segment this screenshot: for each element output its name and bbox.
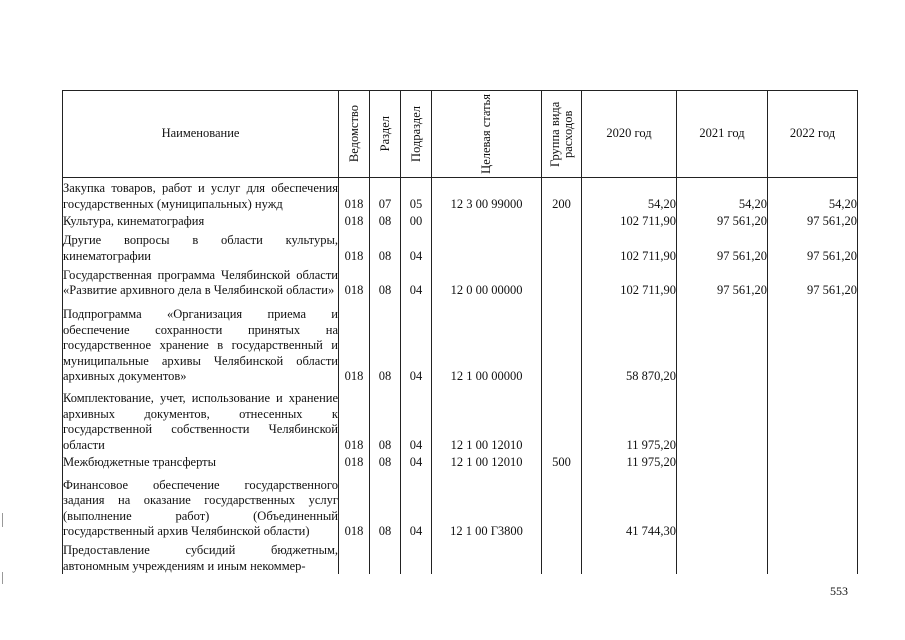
- row-razdel: 08: [370, 385, 401, 454]
- row-2021: 54,20: [677, 178, 768, 213]
- row-name: Межбюджетные трансферты: [63, 453, 339, 470]
- row-2020: 102 711,90: [582, 230, 677, 264]
- row-2020: 58 870,20: [582, 299, 677, 385]
- row-name: Другие вопросы в области культуры, кинематографии: [63, 230, 339, 264]
- scan-mark: [2, 513, 3, 527]
- row-2021: 97 561,20: [677, 230, 768, 264]
- row-razdel: 07: [370, 178, 401, 213]
- table-row: [63, 471, 858, 540]
- row-podrazdel: 04: [401, 385, 432, 454]
- row-razdel: [370, 540, 401, 574]
- row-2021: [677, 385, 768, 454]
- row-2020: 11 975,20: [582, 385, 677, 454]
- row-vr: 500: [542, 453, 582, 470]
- row-2021: [677, 299, 768, 385]
- row-name: Предоставление субсидий бюджетным, автономным учреждениям и иным некоммер-: [63, 540, 339, 574]
- row-2020: 41 744,30: [582, 471, 677, 540]
- budget-table: [62, 90, 858, 574]
- row-2022: [768, 471, 858, 540]
- row-2020: 102 711,90: [582, 264, 677, 298]
- row-vr: [542, 230, 582, 264]
- row-2022: 54,20: [768, 178, 858, 213]
- row-podrazdel: [401, 540, 432, 574]
- row-2022: 97 561,20: [768, 264, 858, 298]
- row-2021: 97 561,20: [677, 264, 768, 298]
- table-row: [63, 264, 858, 298]
- row-vedomstvo: [339, 540, 370, 574]
- row-podrazdel: 04: [401, 299, 432, 385]
- page-number: 553: [830, 584, 848, 598]
- row-vedomstvo: 018: [339, 453, 370, 470]
- row-2020: 54,20: [582, 178, 677, 213]
- row-vedomstvo: 018: [339, 178, 370, 213]
- row-vr: [542, 471, 582, 540]
- row-2022: [768, 299, 858, 385]
- row-name: Государственная программа Челябинской области «Развитие архивного дела в Челябинской области»: [63, 264, 339, 298]
- row-2022: [768, 385, 858, 454]
- row-2020: 102 711,90: [582, 212, 677, 229]
- row-podrazdel: 04: [401, 471, 432, 540]
- table-row: [63, 230, 858, 264]
- row-tselevaya: [432, 230, 542, 264]
- header-tselevaya-statya: Целевая статья: [479, 94, 493, 174]
- row-vr: [542, 299, 582, 385]
- row-name: Подпрограмма «Организация приема и обеспечение сохранности принятых на государственное хранение в государственный и муниципальные архивы Челябинской области архивных документов»: [63, 299, 339, 385]
- row-2022: [768, 453, 858, 470]
- row-podrazdel: 05: [401, 178, 432, 213]
- row-podrazdel: 00: [401, 212, 432, 229]
- row-vedomstvo: 018: [339, 385, 370, 454]
- row-name: Финансовое обеспечение государственного задания на оказание государственных услуг (выполнение работ) (Объединенный государственный архив Челябинской области): [63, 471, 339, 540]
- scan-mark: [2, 572, 3, 584]
- row-tselevaya: 12 1 00 Г3800: [432, 471, 542, 540]
- row-2021: [677, 471, 768, 540]
- header-podrazdel: Подраздел: [408, 106, 423, 162]
- header-2020: 2020 год: [582, 91, 677, 178]
- row-razdel: 08: [370, 212, 401, 229]
- row-tselevaya: [432, 540, 542, 574]
- row-tselevaya: [432, 212, 542, 229]
- row-name: Комплектование, учет, использование и хранение архивных документов, отнесенных к государственной собственности Челябинской области: [63, 385, 339, 454]
- row-podrazdel: 04: [401, 230, 432, 264]
- row-tselevaya: 12 1 00 12010: [432, 385, 542, 454]
- row-2022: [768, 540, 858, 574]
- table-row: [63, 385, 858, 454]
- row-vr: [542, 212, 582, 229]
- row-razdel: 08: [370, 264, 401, 298]
- header-name: Наименование: [63, 91, 339, 178]
- row-2021: [677, 453, 768, 470]
- row-razdel: 08: [370, 299, 401, 385]
- table-row: [63, 212, 858, 229]
- header-2022: 2022 год: [768, 91, 858, 178]
- row-vr: 200: [542, 178, 582, 213]
- row-2021: 97 561,20: [677, 212, 768, 229]
- row-vedomstvo: 018: [339, 471, 370, 540]
- header-2021: 2021 год: [677, 91, 768, 178]
- row-razdel: 08: [370, 230, 401, 264]
- row-vr: [542, 264, 582, 298]
- table-row: [63, 178, 858, 213]
- header-razdel: Раздел: [377, 116, 392, 152]
- row-vedomstvo: 018: [339, 230, 370, 264]
- row-vr: [542, 540, 582, 574]
- row-tselevaya: 12 0 00 00000: [432, 264, 542, 298]
- table-row: [63, 453, 858, 470]
- row-name: Культура, кинематография: [63, 212, 339, 229]
- table-row: [63, 299, 858, 385]
- row-2021: [677, 540, 768, 574]
- row-razdel: 08: [370, 453, 401, 470]
- row-vedomstvo: 018: [339, 299, 370, 385]
- row-2022: 97 561,20: [768, 212, 858, 229]
- row-tselevaya: 12 1 00 00000: [432, 299, 542, 385]
- row-2020: [582, 540, 677, 574]
- header-gruppa-vida-raskhodov: Группа вида расходов: [547, 101, 575, 167]
- row-podrazdel: 04: [401, 453, 432, 470]
- row-vr: [542, 385, 582, 454]
- row-tselevaya: 12 1 00 12010: [432, 453, 542, 470]
- table-header: [63, 91, 858, 178]
- row-tselevaya: 12 3 00 99000: [432, 178, 542, 213]
- header-vedomstvo: Ведомство: [346, 105, 361, 163]
- row-name: Закупка товаров, работ и услуг для обеспечения государственных (муниципальных) нужд: [63, 178, 339, 213]
- row-razdel: 08: [370, 471, 401, 540]
- table-row: [63, 540, 858, 574]
- row-2022: 97 561,20: [768, 230, 858, 264]
- row-vedomstvo: 018: [339, 264, 370, 298]
- row-2020: 11 975,20: [582, 453, 677, 470]
- row-vedomstvo: 018: [339, 212, 370, 229]
- row-podrazdel: 04: [401, 264, 432, 298]
